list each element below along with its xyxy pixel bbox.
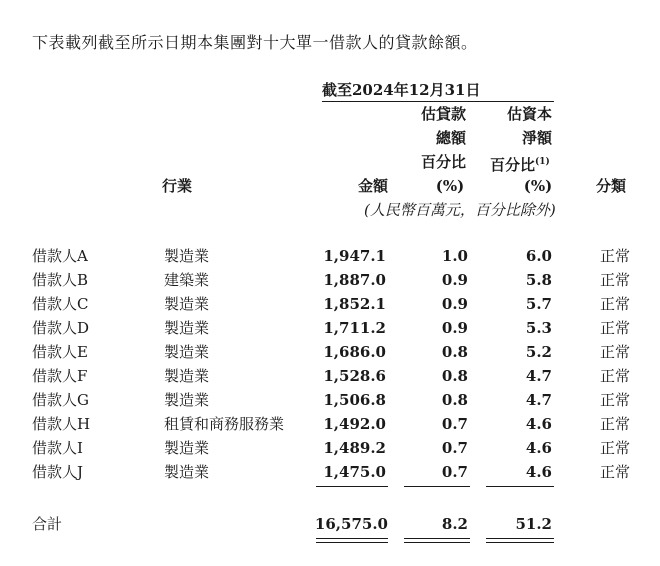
- total-capital-pct: 51.2: [515, 515, 552, 533]
- row-borrower: 借款人C: [32, 295, 89, 313]
- row-capital-pct: 4.6: [525, 463, 552, 481]
- row-capital-pct: 5.8: [525, 271, 552, 289]
- header-capital-pct-line1: 估資本: [506, 105, 552, 123]
- row-category: 正常: [600, 415, 631, 433]
- header-category: 分類: [596, 177, 627, 195]
- row-capital-pct: 5.2: [525, 343, 552, 361]
- row-loan-pct: 0.9: [441, 295, 468, 313]
- row-borrower: 借款人D: [32, 319, 90, 337]
- header-loan-pct-unit: (%): [435, 177, 465, 195]
- row-category: 正常: [600, 319, 631, 337]
- header-capital-footnote: (1): [535, 157, 550, 167]
- total-loan-pct: 8.2: [441, 515, 468, 533]
- header-capital-pct-line3: [490, 152, 560, 175]
- total-double-rule-capital: [486, 538, 554, 543]
- row-capital-pct: 5.7: [525, 295, 552, 313]
- row-borrower: 借款人G: [32, 391, 89, 409]
- row-borrower: 借款人B: [32, 271, 89, 289]
- row-amount: 1,887.0: [323, 271, 386, 289]
- header-loan-pct-line1: 估貸款: [420, 105, 466, 123]
- row-category: 正常: [600, 271, 631, 289]
- row-industry: 製造業: [164, 439, 210, 457]
- total-label: 合計: [32, 515, 63, 533]
- row-amount: 1,506.8: [323, 391, 386, 409]
- row-amount: 1,711.2: [323, 319, 386, 337]
- row-category: 正常: [600, 367, 631, 385]
- row-loan-pct: 0.8: [441, 367, 468, 385]
- row-borrower: 借款人I: [32, 439, 83, 457]
- row-amount: 1,947.1: [323, 247, 386, 265]
- row-industry: 製造業: [164, 295, 210, 313]
- total-amount: 16,575.0: [314, 515, 388, 533]
- subtotal-rule-loan: [404, 486, 470, 487]
- row-loan-pct: 1.0: [441, 247, 468, 265]
- header-unit-note: (人民幣百萬元，百分比除外): [364, 201, 556, 219]
- row-loan-pct: 0.9: [441, 319, 468, 337]
- row-borrower: 借款人J: [32, 463, 84, 481]
- header-capital-pct-line2: 淨額: [521, 129, 552, 147]
- row-industry: 製造業: [164, 343, 210, 361]
- row-borrower: 借款人H: [32, 415, 91, 433]
- total-double-rule-loan: [404, 538, 470, 543]
- row-loan-pct: 0.8: [441, 391, 468, 409]
- row-borrower: 借款人E: [32, 343, 88, 361]
- row-capital-pct: 4.7: [525, 367, 552, 385]
- header-amount: 金額: [357, 177, 388, 195]
- row-loan-pct: 0.7: [441, 415, 468, 433]
- row-loan-pct: 0.7: [441, 463, 468, 481]
- header-capital-pct-line3-text: 百分比: [490, 156, 536, 174]
- row-industry: 建築業: [164, 271, 210, 289]
- row-capital-pct: 4.6: [525, 439, 552, 457]
- row-category: 正常: [600, 463, 631, 481]
- subtotal-rule-capital: [486, 486, 554, 487]
- row-borrower: 借款人F: [32, 367, 88, 385]
- subtotal-rule-amount: [316, 486, 388, 487]
- row-capital-pct: 4.6: [525, 415, 552, 433]
- header-date: 截至2024年12月31日: [322, 81, 481, 99]
- row-industry: 製造業: [164, 247, 210, 265]
- row-industry: 製造業: [164, 367, 210, 385]
- header-date-rule: [322, 101, 554, 102]
- intro-text: 下表載列截至所示日期本集團對十大單一借款人的貸款餘額。: [32, 33, 478, 52]
- row-category: 正常: [600, 295, 631, 313]
- row-capital-pct: 6.0: [525, 247, 552, 265]
- row-category: 正常: [600, 343, 631, 361]
- row-capital-pct: 4.7: [525, 391, 552, 409]
- header-loan-pct-line2: 總額: [435, 129, 466, 147]
- row-capital-pct: 5.3: [525, 319, 552, 337]
- row-industry: 製造業: [164, 319, 210, 337]
- row-loan-pct: 0.8: [441, 343, 468, 361]
- row-amount: 1,489.2: [323, 439, 386, 457]
- total-double-rule-amount: [316, 538, 388, 543]
- row-industry: 製造業: [164, 391, 210, 409]
- row-amount: 1,852.1: [323, 295, 386, 313]
- row-loan-pct: 0.7: [441, 439, 468, 457]
- header-loan-pct-line3: 百分比: [420, 153, 466, 171]
- header-industry: 行業: [162, 177, 193, 195]
- row-amount: 1,686.0: [323, 343, 386, 361]
- row-category: 正常: [600, 391, 631, 409]
- row-amount: 1,528.6: [323, 367, 386, 385]
- row-category: 正常: [600, 247, 631, 265]
- row-borrower: 借款人A: [32, 247, 88, 265]
- row-industry: 製造業: [164, 463, 210, 481]
- header-capital-pct-unit: (%): [523, 177, 553, 195]
- row-industry: 租賃和商務服務業: [164, 415, 285, 433]
- row-amount: 1,475.0: [323, 463, 386, 481]
- row-amount: 1,492.0: [323, 415, 386, 433]
- row-loan-pct: 0.9: [441, 271, 468, 289]
- row-category: 正常: [600, 439, 631, 457]
